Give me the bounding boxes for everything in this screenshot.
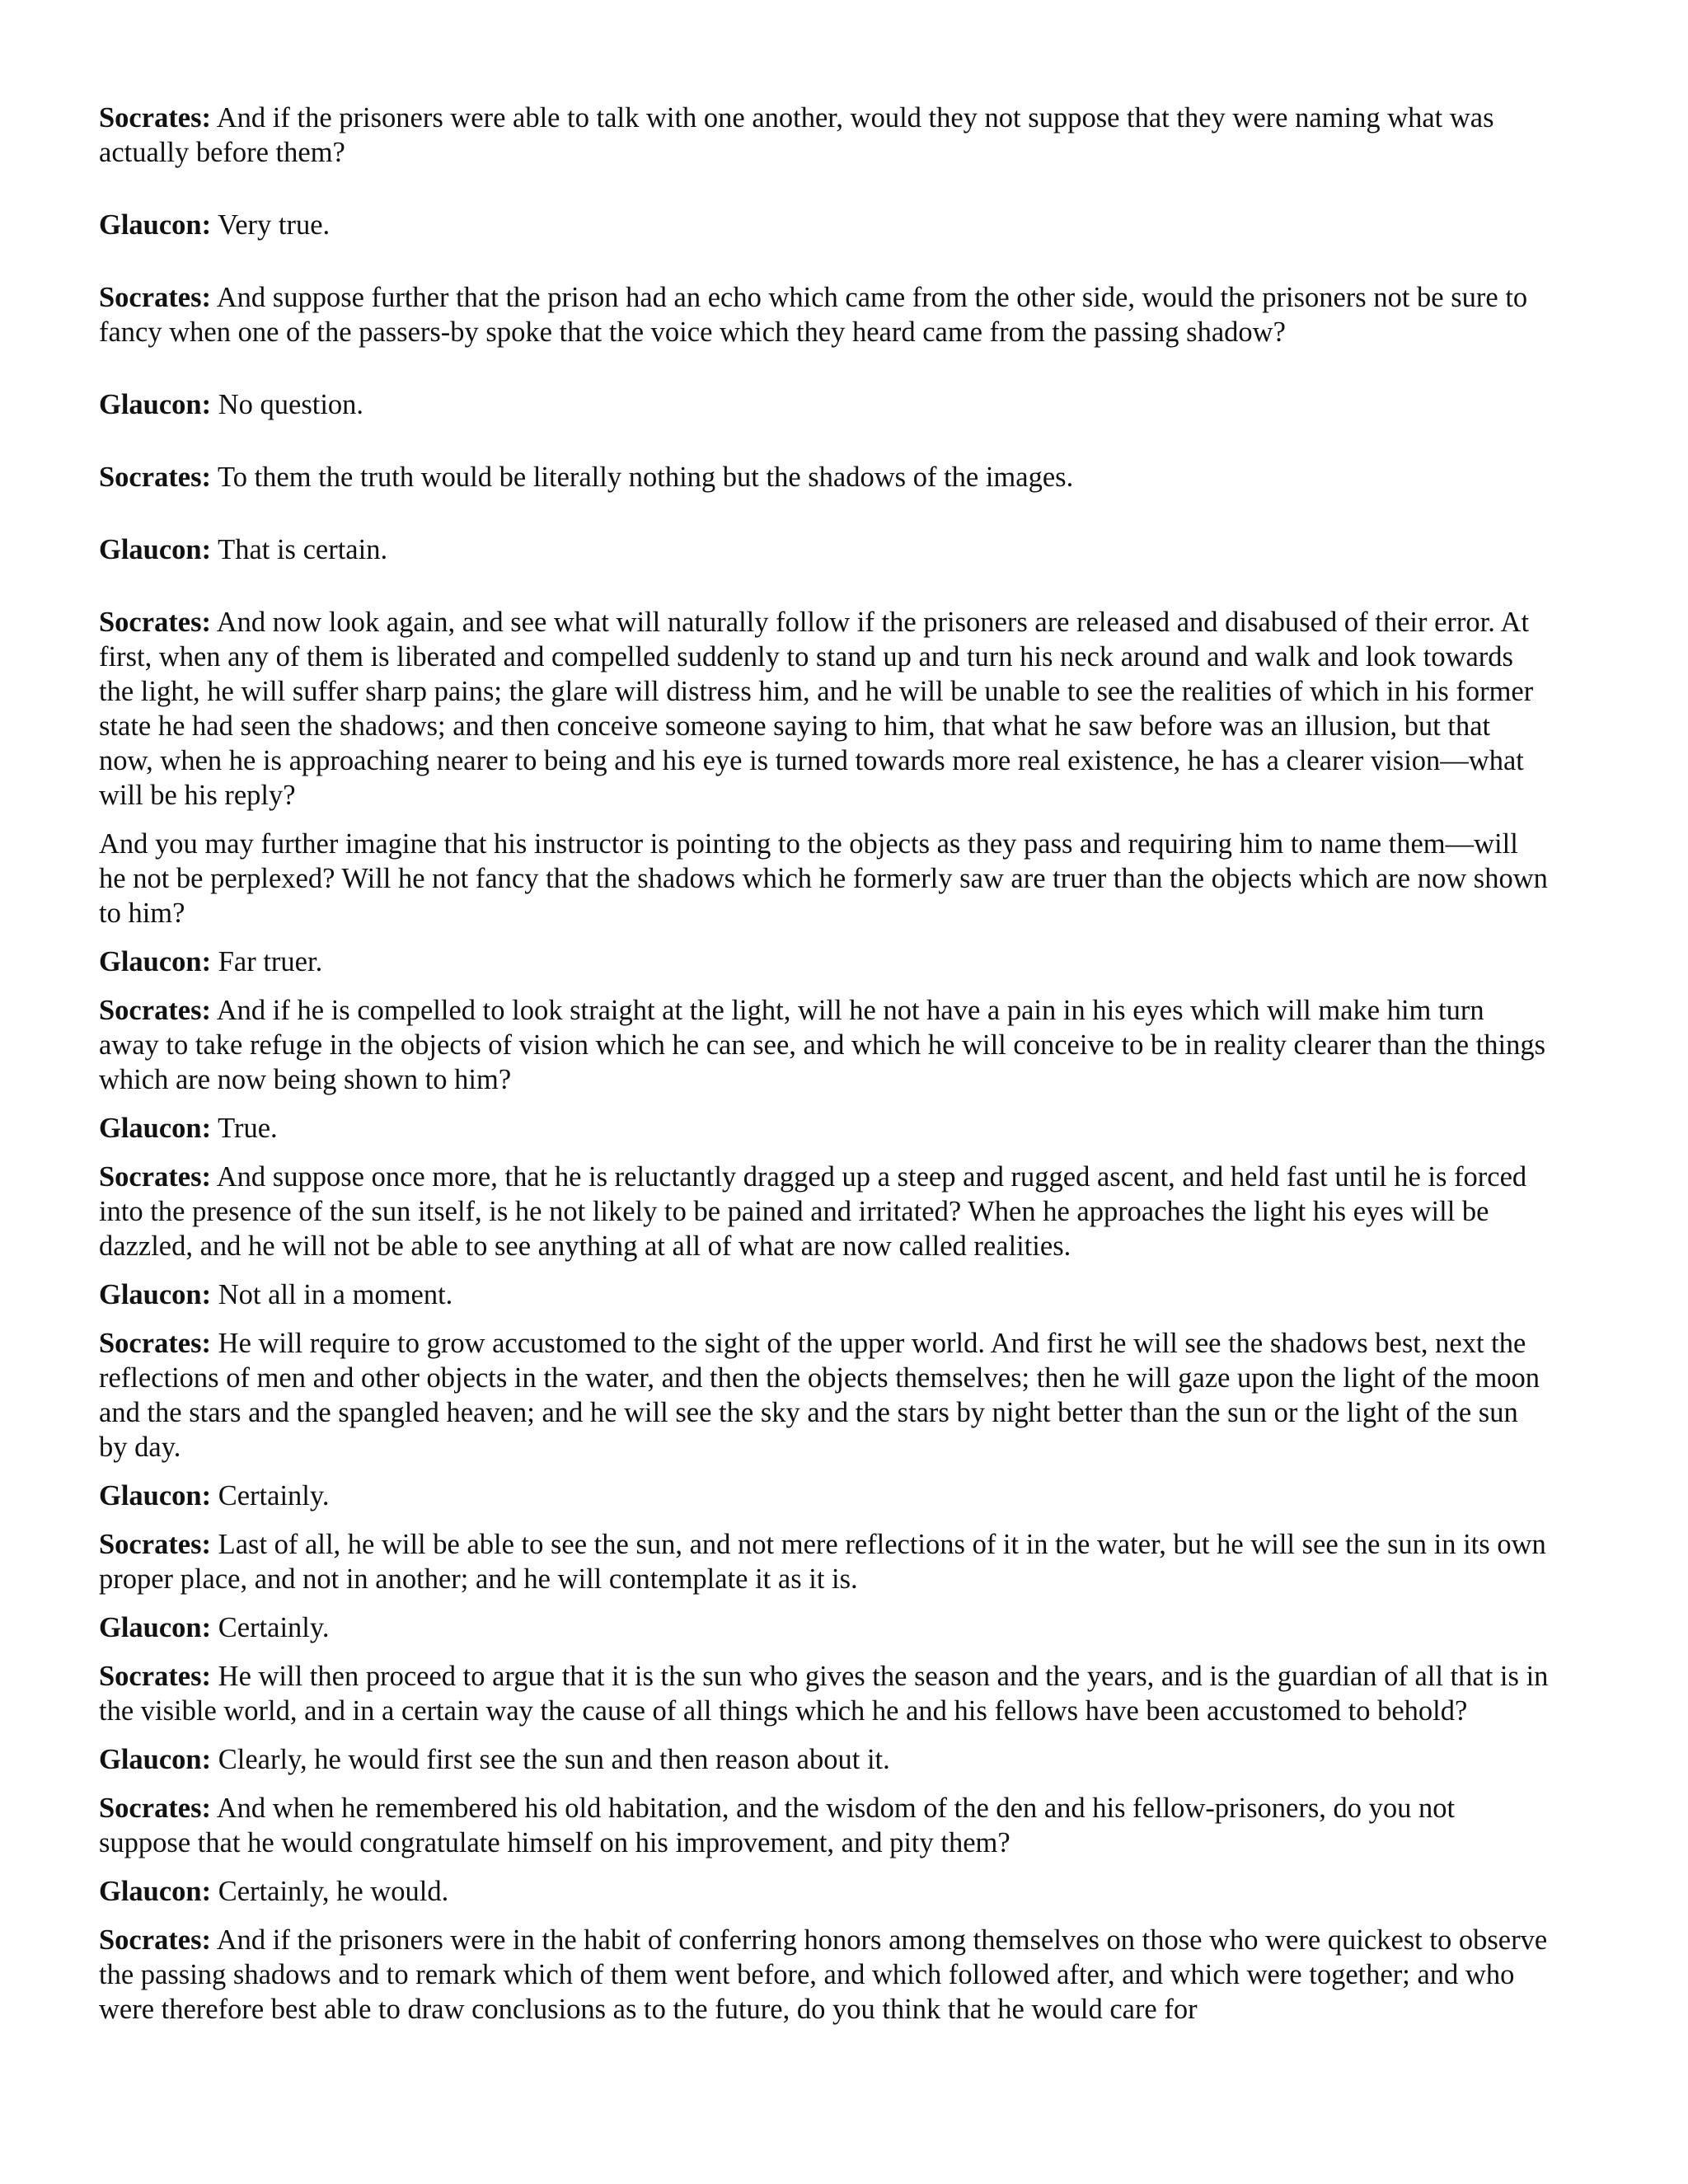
speaker-label: Glaucon: xyxy=(99,1612,212,1643)
speaker-label: Socrates: xyxy=(99,1661,212,1692)
dialogue-text: Not all in a moment. xyxy=(218,1279,453,1310)
dialogue-paragraph xyxy=(99,1479,1550,1513)
dialogue-text: No question. xyxy=(218,389,364,420)
dialogue-paragraph xyxy=(99,460,1550,494)
dialogue-paragraph xyxy=(99,1923,1550,2027)
dialogue-text: Certainly. xyxy=(218,1612,330,1643)
speaker-label: Glaucon: xyxy=(99,1279,212,1310)
dialogue-text: To them the truth would be literally nothing but the shadows of the images. xyxy=(218,462,1074,493)
dialogue-paragraph xyxy=(99,827,1550,930)
dialogue-paragraph xyxy=(99,1874,1550,1909)
speaker-label: Glaucon: xyxy=(99,389,212,420)
speaker-label: Glaucon: xyxy=(99,1113,212,1144)
dialogue-paragraph xyxy=(99,1326,1550,1465)
speaker-label: Socrates: xyxy=(99,102,212,134)
dialogue-paragraph xyxy=(99,1791,1550,1860)
speaker-label: Socrates: xyxy=(99,995,212,1026)
dialogue-text: Clearly, he would first see the sun and then reason about it. xyxy=(218,1744,890,1775)
dialogue-paragraph xyxy=(99,1659,1550,1728)
speaker-label: Glaucon: xyxy=(99,534,212,565)
dialogue-paragraph xyxy=(99,993,1550,1097)
speaker-label: Glaucon: xyxy=(99,1876,212,1907)
dialogue-text: Certainly, he would. xyxy=(218,1876,449,1907)
speaker-label: Glaucon: xyxy=(99,1744,212,1775)
dialogue-paragraph xyxy=(99,1527,1550,1596)
dialogue-text: And if he is compelled to look straight at the light, will he not have a pain in his eyes which will make him turn away to take refuge in the objects of vision which he can see, and which he will conceive to be in reality clearer than the things which are now being shown to him? xyxy=(99,995,1546,1095)
dialogue-paragraph xyxy=(99,605,1550,813)
speaker-label: Glaucon: xyxy=(99,209,212,241)
speaker-label: Socrates: xyxy=(99,1529,212,1560)
speaker-label: Socrates: xyxy=(99,1328,212,1359)
dialogue-paragraph xyxy=(99,1160,1550,1263)
dialogue-text: Far truer. xyxy=(218,946,323,977)
dialogue-text: He will require to grow accustomed to the sight of the upper world. And first he will see the shadows best, next the reflections of men and other objects in the water, and then the objects themselves; then he will gaze upon the light of the moon and the stars and the spangled heaven; and he will see the sky and the stars by night better than the sun or the light of the sun by day. xyxy=(99,1328,1540,1463)
speaker-label: Socrates: xyxy=(99,462,212,493)
speaker-label: Glaucon: xyxy=(99,946,212,977)
speaker-label: Socrates: xyxy=(99,607,212,638)
dialogue-paragraph xyxy=(99,1610,1550,1645)
dialogue-text: Certainly. xyxy=(218,1480,330,1511)
dialogue-text: And if the prisoners were in the habit of conferring honors among themselves on those who were quickest to observe the passing shadows and to remark which of them went before, and which followed after, and which were together; and who were therefore best able to draw conclusions as to the future, do you think that he would care for xyxy=(99,1924,1548,2025)
document-page xyxy=(99,101,1550,2027)
dialogue-paragraph xyxy=(99,532,1550,567)
dialogue-text: And if the prisoners were able to talk with one another, would they not suppose that they were naming what was actually before them? xyxy=(99,102,1494,168)
dialogue-text: And you may further imagine that his instructor is pointing to the objects as they pass and requiring him to name them—will he not be perplexed? Will he not fancy that the shadows which he formerly saw are truer than the objects which are now shown to him? xyxy=(99,828,1548,929)
dialogue-text: Very true. xyxy=(218,209,331,241)
speaker-label: Socrates: xyxy=(99,1793,212,1824)
dialogue-paragraph xyxy=(99,1277,1550,1312)
dialogue-paragraph xyxy=(99,280,1550,349)
speaker-label: Socrates: xyxy=(99,1161,212,1193)
speaker-label: Glaucon: xyxy=(99,1480,212,1511)
speaker-label: Socrates: xyxy=(99,282,212,313)
dialogue-paragraph xyxy=(99,944,1550,979)
dialogue-text: Last of all, he will be able to see the sun, and not mere reflections of it in the water, but he will see the sun in its own proper place, and not in another; and he will contemplate it as it is. xyxy=(99,1529,1546,1595)
dialogue-paragraph xyxy=(99,101,1550,170)
dialogue-text: And suppose further that the prison had an echo which came from the other side, would the prisoners not be sure to fancy when one of the passers-by spoke that the voice which they heard came from the passing shadow? xyxy=(99,282,1528,348)
dialogue-text: And suppose once more, that he is reluctantly dragged up a steep and rugged ascent, and held fast until he is forced into the presence of the sun itself, is he not likely to be pained and irritated? When he approaches the light his eyes will be dazzled, and he will not be able to see anything at all of what are now called realities. xyxy=(99,1161,1527,1262)
dialogue-text: That is certain. xyxy=(218,534,388,565)
dialogue-text: He will then proceed to argue that it is the sun who gives the season and the years, and is the guardian of all that is in the visible world, and in a certain way the cause of all things which he and his fellows have been accustomed to behold? xyxy=(99,1661,1549,1727)
dialogue-paragraph xyxy=(99,1742,1550,1777)
speaker-label: Socrates: xyxy=(99,1924,212,1956)
dialogue-paragraph xyxy=(99,1111,1550,1146)
dialogue-text: And when he remembered his old habitation, and the wisdom of the den and his fellow-prisoners, do you not suppose that he would congratulate himself on his improvement, and pity them? xyxy=(99,1793,1456,1858)
dialogue-text: True. xyxy=(218,1113,278,1144)
dialogue-paragraph xyxy=(99,208,1550,242)
dialogue-paragraph xyxy=(99,387,1550,422)
dialogue-text: And now look again, and see what will naturally follow if the prisoners are released and disabused of their error. At first, when any of them is liberated and compelled suddenly to stand up and turn his neck around and walk and look towards the light, he will suffer sharp pains; the glare will distress him, and he will be unable to see the realities of which in his former state he had seen the shadows; and then conceive someone saying to him, that what he saw before was an illusion, but that now, when he is approaching nearer to being and his eye is turned towards more real existence, he has a clearer vision—what will be his reply? xyxy=(99,607,1534,811)
